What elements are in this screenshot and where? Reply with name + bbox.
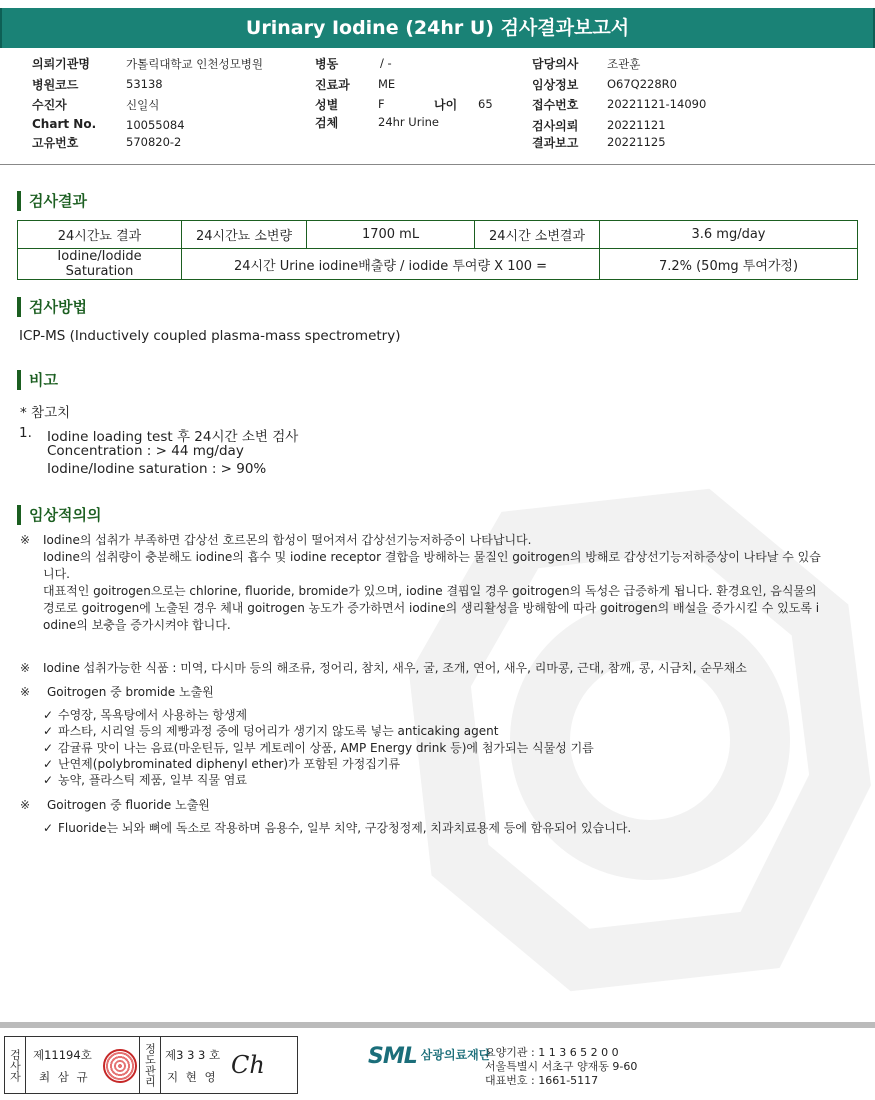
reference-item-number: 1. <box>19 425 32 441</box>
org-address <box>485 1046 637 1088</box>
divider <box>0 164 875 165</box>
tester-license-no: 제11194호 <box>33 1048 92 1062</box>
value-unique-no: 570820-2 <box>126 135 182 149</box>
label-requester: 의뢰기관명 <box>32 57 90 71</box>
footer <box>0 1030 875 1100</box>
bromide-item: 수영장, 목욕탕에서 사용하는 항생제 <box>58 708 248 722</box>
cell-urine-result-value: 3.6 mg/day <box>600 221 858 249</box>
value-chart-no: 10055084 <box>126 118 185 132</box>
clinical-para-line: Iodine의 섭취량이 충분해도 iodine의 흡수 및 iodine receptor 결합을 방해하는 물질인 goitrogen의 방해로 갑상선기능저하증상이 나타날 수 있습 <box>43 550 821 564</box>
tester-name: 최 삼 규 <box>39 1070 90 1084</box>
value-ward: / - <box>380 56 392 70</box>
value-sex: F <box>378 97 385 111</box>
clinical-para-line: Iodine의 섭취가 부족하면 갑상선 호르몬의 합성이 떨어져서 갑상선기능저하증이 나타납니다. <box>43 533 532 547</box>
check-icon: ✓ <box>43 724 54 738</box>
org-name: 삼광의료재단 <box>420 1048 491 1062</box>
section-note-heading: 비고 <box>17 370 58 390</box>
reference-mark: ※ <box>20 533 31 547</box>
value-clinical-info: O67Q228R0 <box>607 77 677 91</box>
value-department: ME <box>378 77 396 91</box>
bromide-item: 파스타, 시리얼 등의 제빵과정 중에 덩어리가 생기지 않도록 넣는 anticaking agent <box>58 724 499 738</box>
check-icon: ✓ <box>43 757 54 771</box>
label-specimen: 검체 <box>315 116 339 130</box>
label-chart-no: Chart No. <box>32 117 97 131</box>
clinical-para-line: odine의 보충을 증가시켜야 합니다. <box>43 618 231 632</box>
label-report-date: 결과보고 <box>532 136 579 150</box>
reference-mark: ※ <box>20 798 31 812</box>
clinical-para-line: 대표적인 goitrogen으로는 chlorine, fluoride, bromide가 있으며, iodine 결핍일 경우 goitrogen의 독성은 급증하게 됩니다. 환경요인, 음식물의 <box>43 584 817 598</box>
qc-name: 지 현 영 <box>167 1070 218 1084</box>
sml-logo <box>368 1044 490 1069</box>
label-ward: 병동 <box>315 57 339 71</box>
result-table <box>17 220 858 280</box>
cell-volume-label: 24시간뇨 소변량 <box>182 221 307 249</box>
cell-saturation-formula: 24시간 Urine iodine배출량 / iodide 투여량 X 100 = <box>182 249 600 280</box>
clinical-para-line: 경로로 goitrogen에 노출된 경우 체내 goitrogen 농도가 증가하면서 iodine의 생리활성을 방해함에 따라 goitrogen의 배설을 증가시킬 수 있도록 i <box>43 601 820 615</box>
bromide-item: 농약, 플라스틱 제품, 일부 직물 염료 <box>58 773 247 787</box>
reference-line: Iodine/Iodine saturation : > 90% <box>47 461 267 477</box>
cell-volume-value: 1700 mL <box>307 221 475 249</box>
address-line: 요양기관 : 1 1 3 6 5 2 0 0 <box>485 1046 619 1059</box>
section-result-heading: 검사결과 <box>17 191 87 211</box>
footer-divider <box>0 1022 875 1028</box>
label-request-date: 검사의뢰 <box>532 119 579 133</box>
bromide-item: 난연제(polybrominated diphenyl ether)가 포함된 가정집기류 <box>58 757 401 771</box>
value-hospital-code: 53138 <box>126 77 163 91</box>
value-age: 65 <box>478 97 493 111</box>
check-icon: ✓ <box>43 741 54 755</box>
method-text: ICP-MS (Inductively coupled plasma-mass spectrometry) <box>19 328 401 344</box>
check-icon: ✓ <box>43 821 54 835</box>
value-requester: 가톨릭대학교 인천성모병원 <box>126 57 263 71</box>
fluoride-item: Fluoride는 뇌와 뼈에 독소로 작용하며 음용수, 일부 치약, 구강청정제, 치과치료용제 등에 함유되어 있습니다. <box>58 821 632 835</box>
table-row <box>18 221 858 249</box>
info-block <box>0 0 875 160</box>
bromide-item: 감귤류 맛이 나는 음료(마운틴듀, 일부 게토레이 상품, AMP Energy drink 등)에 첨가되는 식물성 기름 <box>58 741 594 755</box>
reference-title: * 참고치 <box>20 405 71 421</box>
reference-mark: ※ <box>20 661 31 675</box>
section-method-heading: 검사방법 <box>17 297 87 317</box>
logo-text: SML <box>368 1044 417 1069</box>
report-title: Urinary Iodine (24hr U) 검사결과보고서 <box>0 8 875 48</box>
label-age: 나이 <box>434 98 458 112</box>
cell-saturation-value: 7.2% (50mg 투여가정) <box>600 249 858 280</box>
bromide-title: Goitrogen 중 bromide 노출원 <box>47 685 214 699</box>
reference-line: Concentration : > 44 mg/day <box>47 443 244 459</box>
qc-label: 정도관리 <box>139 1037 161 1093</box>
cell-saturation-label: Iodine/Iodide Saturation <box>18 249 182 280</box>
value-specimen: 24hr Urine <box>378 115 440 129</box>
cell-urine-result-label: 24시간 소변결과 <box>475 221 600 249</box>
address-line: 서울특별시 서초구 양재동 9-60 <box>485 1060 638 1073</box>
label-hospital-code: 병원코드 <box>32 78 79 92</box>
table-row <box>18 249 858 280</box>
seal-stamp-icon <box>103 1049 137 1083</box>
value-report-date: 20221125 <box>607 135 666 149</box>
section-clinical-heading: 임상적의의 <box>17 505 101 525</box>
fluoride-title: Goitrogen 중 fluoride 노출원 <box>47 798 210 812</box>
label-patient: 수진자 <box>32 98 67 112</box>
reference-mark: ※ <box>20 685 31 699</box>
label-department: 진료과 <box>315 78 350 92</box>
value-request-date: 20221121 <box>607 118 666 132</box>
label-unique-no: 고유번호 <box>32 136 79 150</box>
tester-label: 검사자 <box>5 1037 26 1093</box>
address-line: 대표번호 : 1661-5117 <box>485 1074 599 1087</box>
check-icon: ✓ <box>43 708 54 722</box>
label-clinical-info: 임상정보 <box>532 78 579 92</box>
check-icon: ✓ <box>43 773 54 787</box>
value-doctor: 조관훈 <box>607 57 641 71</box>
label-sex: 성별 <box>315 98 339 112</box>
iodine-food-line: Iodine 섭취가능한 식품 : 미역, 다시마 등의 해조류, 정어리, 참치, 새우, 굴, 조개, 연어, 새우, 리마콩, 근대, 참깨, 콩, 시금치, 순무채소 <box>43 661 747 675</box>
signature-box <box>4 1036 298 1094</box>
value-patient: 신일식 <box>126 98 160 112</box>
label-receipt-no: 접수번호 <box>532 98 579 112</box>
cell-24hr-result-label: 24시간뇨 결과 <box>18 221 182 249</box>
label-doctor: 담당의사 <box>532 57 579 71</box>
clinical-para-line: 니다. <box>43 567 70 581</box>
reference-line: Iodine loading test 후 24시간 소변 검사 <box>47 429 299 445</box>
signature-image: Ch <box>231 1051 265 1079</box>
qc-license-no: 제3 3 3 호 <box>165 1048 221 1062</box>
value-receipt-no: 20221121-14090 <box>607 97 707 111</box>
